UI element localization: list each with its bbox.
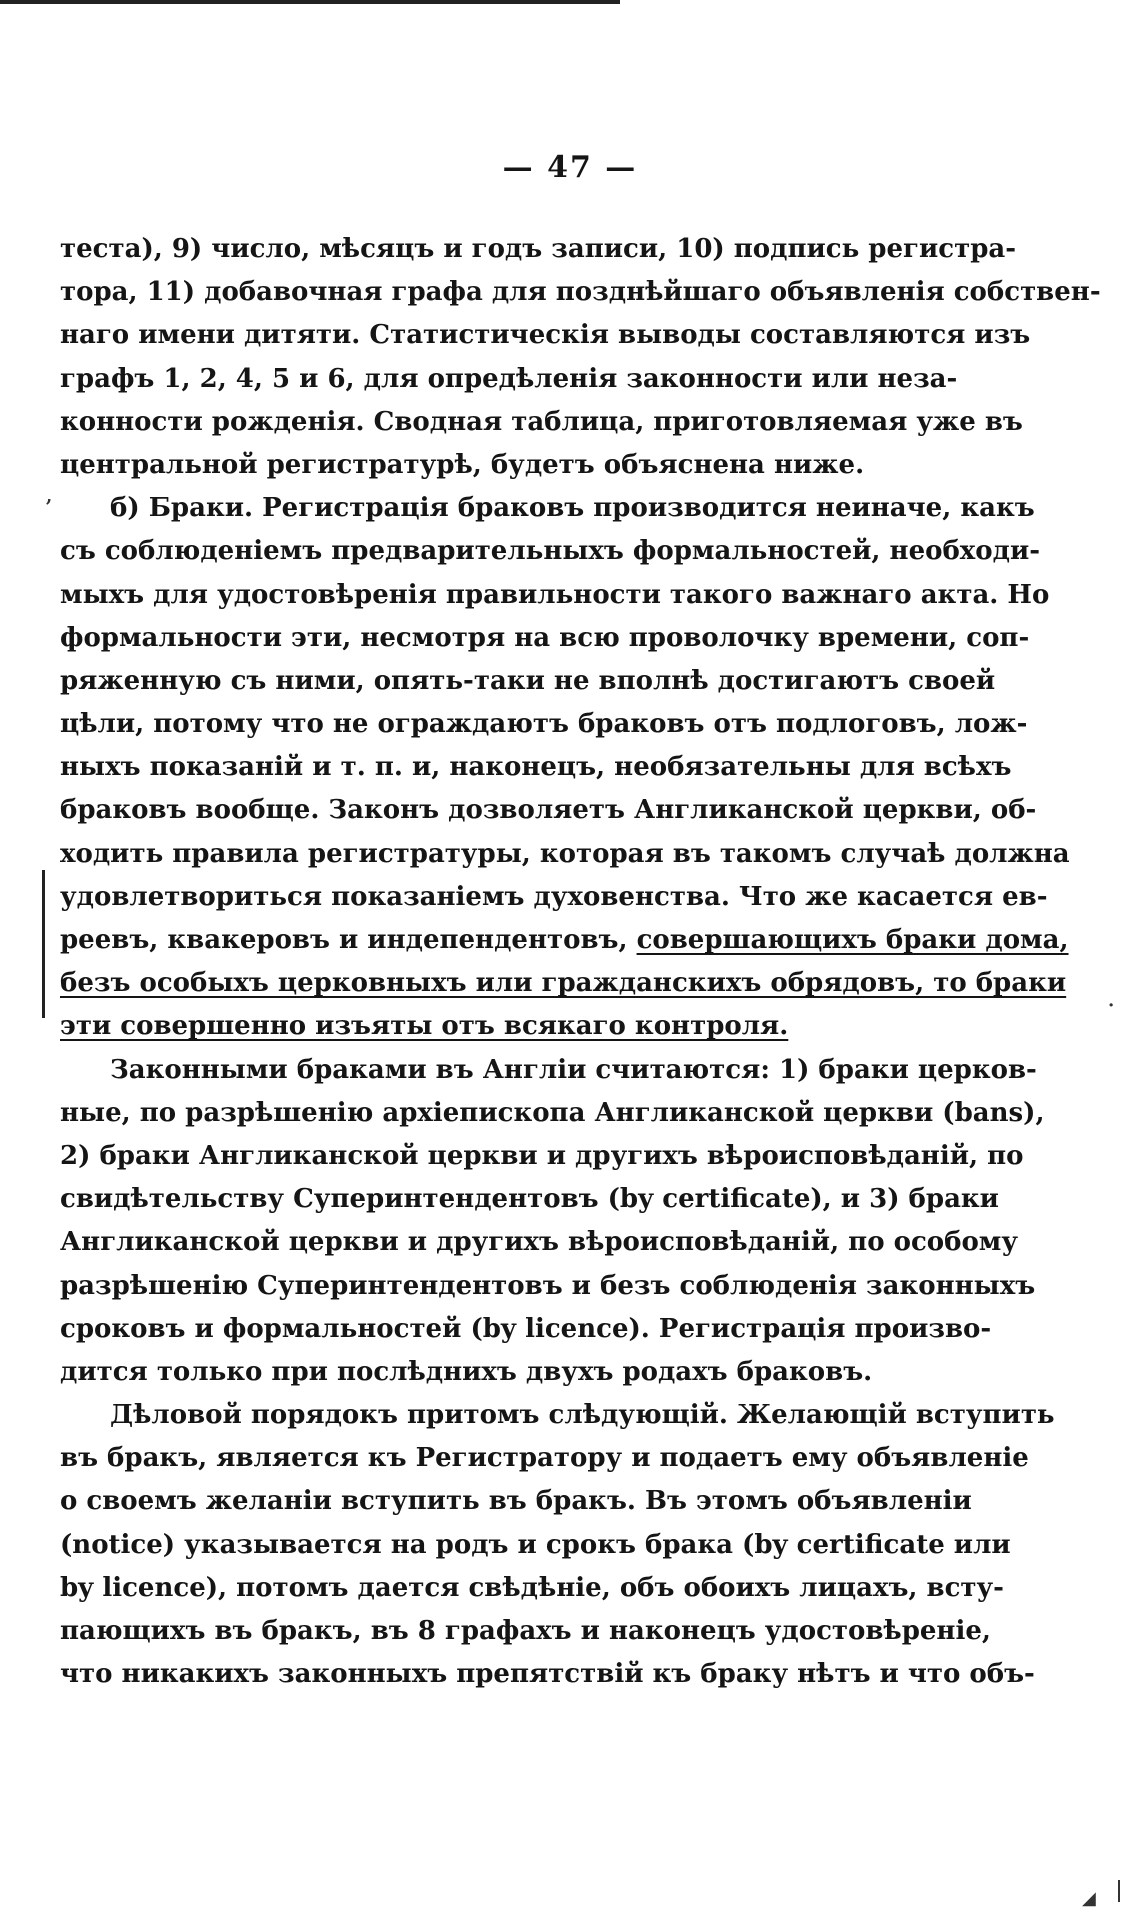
text-line: [60, 919, 1069, 962]
text-line: дится только при послѣднихъ двухъ родахъ браковъ.: [60, 1356, 873, 1387]
corner-mark: ◢: [1082, 1888, 1096, 1909]
top-rule: [0, 0, 620, 4]
paragraph-start-line: Законными браками въ Англіи считаются: 1) браки церков-: [110, 1054, 1037, 1085]
text-line: 2) браки Англиканской церкви и другихъ вѣроисповѣданій, по: [60, 1140, 1024, 1171]
text-line: о своемъ желаніи вступить въ бракъ. Въ этомъ объявленіи: [60, 1486, 972, 1517]
text-line: ные, по разрѣшенію архіепископа Англиканской церкви (bans),: [60, 1097, 1045, 1128]
text-line: цѣли, потому что не ограждаютъ браковъ отъ подлоговъ, лож-: [60, 709, 1028, 740]
text-line: тора, 11) добавочная графа для позднѣйшаго объявленія собствен-: [60, 277, 1101, 308]
text-line: Англиканской церкви и другихъ вѣроисповѣданій, по особому: [60, 1227, 1019, 1258]
corner-tick-mark: [1118, 1880, 1120, 1902]
text-line: сроковъ и формальностей (by licence). Регистрація произво-: [60, 1313, 992, 1344]
paragraph-start-line: б) Браки. Регистрація браковъ производится неиначе, какъ: [110, 493, 1035, 524]
page-number: — 47 —: [502, 150, 638, 185]
margin-comma-mark: ,: [46, 486, 53, 507]
text-line: by licence), потомъ дается свѣдѣніе, объ обоихъ лицахъ, всту-: [60, 1572, 1004, 1603]
text-line: (notice) указывается на родъ и срокъ брака (by certificate или: [60, 1529, 1011, 1560]
text-line: центральной регистратурѣ, будетъ объяснена ниже.: [60, 449, 865, 480]
text-line: съ соблюденіемъ предварительныхъ формальностей, необходи-: [60, 536, 1041, 567]
margin-bracket-mark: [42, 870, 45, 1018]
paragraph-start-line: Дѣловой порядокъ притомъ слѣдующій. Желающій вступить: [110, 1400, 1055, 1431]
underlined-line: безъ особыхъ церковныхъ или гражданскихъ обрядовъ, то браки: [60, 968, 1067, 999]
underlined-line-end: [60, 1005, 922, 1048]
body-text: [60, 228, 1101, 1696]
margin-dot-mark: ·: [1108, 995, 1115, 1016]
text-line: браковъ вообще. Законъ дозволяетъ Англиканской церкви, об-: [60, 795, 1037, 826]
text-line: удовлетвориться показаніемъ духовенства. Что же касается ев-: [60, 881, 1048, 912]
text-line: въ бракъ, является къ Регистратору и подаетъ ему объявленіе: [60, 1443, 1029, 1474]
text-line: конности рожденія. Сводная таблица, приготовляемая уже въ: [60, 406, 1023, 437]
text-line: наго имени дитяти. Статистическія выводы составляются изъ: [60, 320, 1031, 351]
underlined-fragment: совершающихъ браки дома,: [636, 925, 1069, 955]
text-line: теста), 9) число, мѣсяцъ и годъ записи, 10) подпись регистра-: [60, 234, 1017, 264]
underlined-fragment: эти совершенно изъяты отъ всякаго контроля.: [60, 1011, 789, 1042]
text-line: ныхъ показаній и т. п. и, наконецъ, необязательны для всѣхъ: [60, 752, 1012, 783]
text-line: пающихъ въ бракъ, въ 8 графахъ и наконецъ удостовѣреніе,: [60, 1616, 991, 1646]
text-line: ряженную съ ними, опять-таки не вполнѣ достигаютъ своей: [60, 665, 996, 696]
text-fragment: реевъ, квакеровъ и индепендентовъ,: [60, 925, 637, 955]
text-line: свидѣтельству Суперинтендентовъ (by certificate), и 3) браки: [60, 1184, 999, 1215]
text-line: что никакихъ законныхъ препятствій къ браку нѣтъ и что объ-: [60, 1659, 1035, 1690]
text-line: формальности эти, несмотря на всю проволочку времени, соп-: [60, 622, 1030, 653]
text-line: разрѣшенію Суперинтендентовъ и безъ соблюденія законныхъ: [60, 1270, 1036, 1301]
text-line: ходить правила регистратуры, которая въ такомъ случаѣ должна: [60, 838, 1070, 869]
text-line: графъ 1, 2, 4, 5 и 6, для опредѣленія законности или неза-: [60, 363, 958, 394]
text-line: мыхъ для удостовѣренія правильности такого важнаго акта. Но: [60, 579, 1050, 610]
